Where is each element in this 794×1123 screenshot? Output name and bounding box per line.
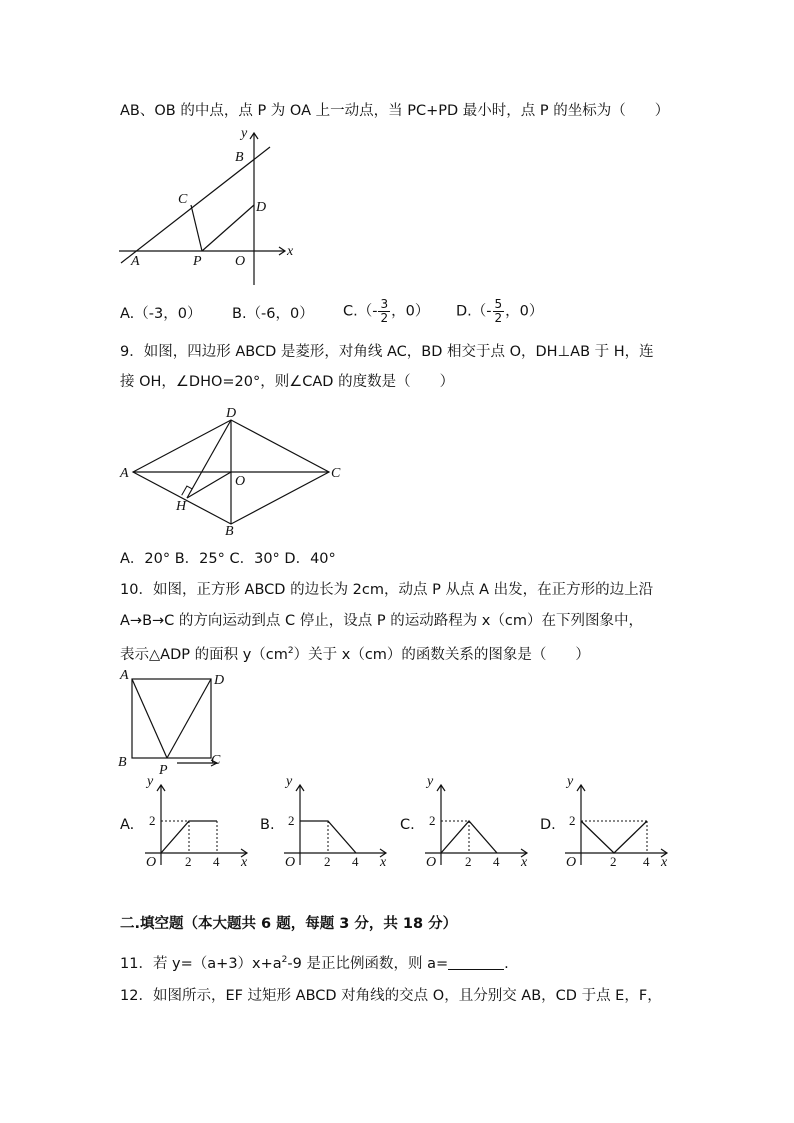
q10-graph-a-tick-y2: 2 — [149, 813, 156, 828]
q10-graph-b-origin: O — [285, 855, 296, 870]
q10-graph-a-x: x — [241, 855, 248, 870]
q10-graph-a-origin: O — [146, 855, 157, 870]
q10-graph-d — [555, 773, 673, 873]
q10-line2: A→B→C 的方向运动到点 C 停止，设点 P 的运动路程为 x（cm）在下列图象中， — [120, 613, 643, 629]
q10-graph-d-y: y — [567, 774, 574, 789]
q10-line3-a: 表示△ADP 的面积 y（cm — [120, 647, 288, 663]
q8-option-b — [232, 304, 314, 324]
q10-graph-a-tick-x4: 4 — [213, 854, 220, 869]
q8-option-c-fraction — [378, 298, 390, 325]
q9-label-H: H — [176, 499, 187, 514]
q10-graph-b-x: x — [380, 855, 387, 870]
q12-text: 12．如图所示，EF 过矩形 ABCD 对角线的交点 O，且分别交 AB，CD 于点 E，F， — [120, 988, 662, 1004]
q11-text — [120, 950, 680, 974]
q8-option-d-num: 5 — [494, 297, 503, 311]
q10-line3-b: ）关于 x（cm）的函数关系的图象是（ ） — [293, 647, 590, 663]
q10-graph-c-y: y — [427, 774, 434, 789]
q8-figure — [115, 125, 305, 295]
q8-label-O: O — [235, 254, 246, 269]
q10-label-B: B — [118, 755, 127, 770]
q9-label-A: A — [120, 466, 129, 481]
q10-graph-c-letter: C. — [400, 817, 415, 833]
q8-option-c-prefix: （- — [357, 303, 378, 320]
q8-label-D: D — [256, 200, 267, 215]
q8-option-c-den: 2 — [380, 311, 389, 325]
q8-option-d-den: 2 — [494, 311, 503, 325]
q8-option-d — [456, 298, 543, 325]
q10-graph-a-letter: A. — [120, 817, 135, 833]
q10-graph-a-tick-x2: 2 — [185, 854, 192, 869]
q9-label-D: D — [226, 406, 237, 421]
q10-label-C: C — [211, 753, 221, 768]
q9-line1: 9．如图，四边形 ABCD 是菱形，对角线 AC，BD 相交于点 O，DH⊥AB 于 H，连 — [120, 344, 654, 360]
q10-label-D: D — [214, 673, 225, 688]
q10-graph-d-tick-x4: 4 — [643, 854, 650, 869]
q10-graph-b-tick-x2: 2 — [324, 854, 331, 869]
q8-label-C: C — [178, 192, 188, 207]
q10-graph-c-tick-x4: 4 — [493, 854, 500, 869]
q8-option-b-text: （-6，0） — [246, 306, 314, 322]
q10-graph-c-tick-y2: 2 — [429, 813, 436, 828]
q11-answer-blank[interactable] — [448, 955, 504, 970]
q10-graph-d-origin: O — [566, 855, 577, 870]
q9-label-C: C — [331, 466, 341, 481]
q9-label-B: B — [225, 524, 234, 539]
q8-option-d-letter: D. — [456, 303, 472, 320]
q10-graph-d-tick-x2: 2 — [610, 854, 617, 869]
q10-label-P: P — [159, 763, 168, 777]
q11-text-c: . — [504, 956, 509, 972]
q11-text-b: -9 是正比例函数，则 a= — [287, 956, 449, 972]
q10-graph-b — [274, 773, 392, 873]
q10-graph-d-letter: D. — [540, 817, 556, 833]
q9-rhombus-figure — [115, 402, 355, 542]
q8-label-B: B — [235, 150, 244, 165]
q9-label-O: O — [235, 474, 246, 489]
q8-option-c — [343, 298, 429, 325]
q8-text: AB、OB 的中点，点 P 为 OA 上一动点，当 PC+PD 最小时，点 P 的坐标为（ ） — [120, 103, 670, 119]
q10-graph-c-x: x — [521, 855, 528, 870]
q10-graph-c-tick-x2: 2 — [465, 854, 472, 869]
q8-option-a-text: （-3，0） — [134, 306, 202, 322]
q8-label-y: y — [241, 126, 248, 141]
q11-text-a: 11．若 y=（a+3）x+a — [120, 956, 282, 972]
q8-option-c-num: 3 — [380, 297, 389, 311]
q8-option-a — [120, 304, 201, 324]
q8-option-c-suffix: ，0） — [391, 303, 430, 320]
q10-graph-d-x: x — [661, 855, 668, 870]
q11-sup: 2 — [281, 955, 288, 965]
q10-line1: 10．如图，正方形 ABCD 的边长为 2cm，动点 P 从点 A 出发，在正方形的边上沿 — [120, 582, 654, 598]
q8-option-d-prefix: （- — [471, 303, 492, 320]
q8-option-c-letter: C. — [343, 303, 358, 320]
q8-option-d-suffix: ，0） — [505, 303, 544, 320]
q9-line2: 接 OH，∠DHO=20°，则∠CAD 的度数是（ ） — [120, 374, 455, 390]
q10-graph-b-tick-x4: 4 — [352, 854, 359, 869]
q10-graph-b-tick-y2: 2 — [288, 813, 295, 828]
q8-option-d-fraction — [493, 298, 505, 325]
section-heading: 二.填空题（本大题共 6 题，每题 3 分，共 18 分） — [120, 916, 458, 932]
q10-graph-d-tick-y2: 2 — [569, 813, 576, 828]
q10-graph-c-origin: O — [426, 855, 437, 870]
q8-label-A: A — [131, 254, 140, 269]
q9-options: A．20° B．25° C．30° D．40° — [120, 551, 336, 567]
q10-graph-a — [135, 773, 253, 873]
q10-line3-sup: 2 — [287, 646, 294, 656]
q10-graph-c — [415, 773, 533, 873]
q10-line3 — [120, 641, 680, 665]
q10-square-figure — [115, 665, 235, 777]
q10-graph-b-y: y — [286, 774, 293, 789]
q8-label-P: P — [193, 254, 202, 269]
q10-label-A: A — [120, 668, 129, 683]
q8-label-x: x — [287, 244, 294, 259]
q8-option-b-letter: B. — [232, 306, 247, 322]
q10-graph-a-y: y — [147, 774, 154, 789]
q8-option-a-letter: A. — [120, 306, 135, 322]
q10-graph-b-letter: B. — [260, 817, 275, 833]
